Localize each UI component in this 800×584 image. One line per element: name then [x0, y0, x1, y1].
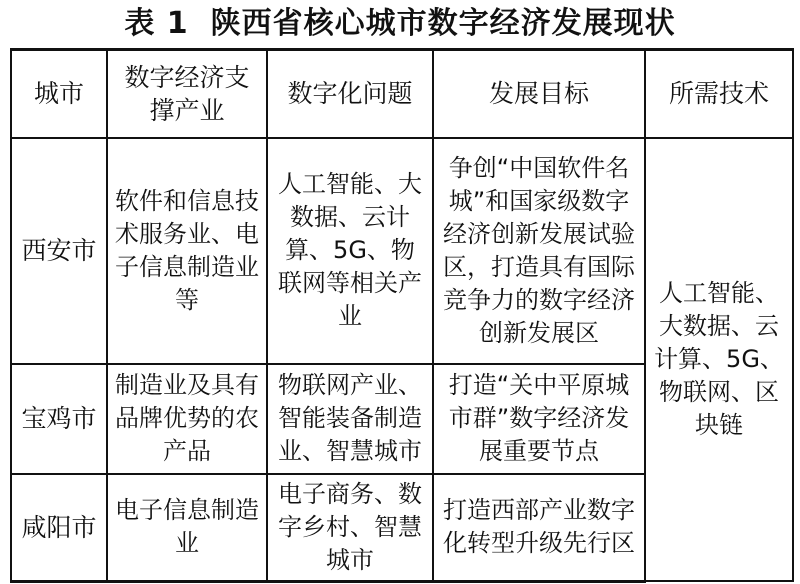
table-number: 表 1 [124, 6, 189, 41]
industry-cell: 制造业及具有品牌优势的农产品 [107, 364, 267, 474]
table-title-text: 陕西省核心城市数字经济发展现状 [210, 6, 676, 41]
goal-cell: 争创“中国软件名城”和国家级数字经济创新发展试验区，打造具有国际竞争力的数字经济创新发展区 [433, 138, 645, 364]
city-cell: 咸阳市 [11, 474, 107, 582]
table-title [0, 0, 800, 48]
table-header-row [11, 50, 793, 138]
header-industry: 数字经济支撑产业 [107, 50, 267, 138]
city-cell: 宝鸡市 [11, 364, 107, 474]
industry-cell: 电子信息制造业 [107, 474, 267, 582]
problem-cell: 物联网产业、智能装备制造业、智慧城市 [267, 364, 433, 474]
header-city: 城市 [11, 50, 107, 138]
goal-cell: 打造“关中平原城市群”数字经济发展重要节点 [433, 364, 645, 474]
header-problem: 数字化问题 [267, 50, 433, 138]
tech-cell: 人工智能、大数据、云计算、5G、物联网、区块链 [645, 138, 793, 582]
goal-cell: 打造西部产业数字化转型升级先行区 [433, 474, 645, 582]
city-cell: 西安市 [11, 138, 107, 364]
problem-cell: 电子商务、数字乡村、智慧城市 [267, 474, 433, 582]
city-digital-economy-table [10, 48, 794, 583]
table-row [11, 138, 793, 364]
problem-cell: 人工智能、大数据、云计算、5G、物联网等相关产业 [267, 138, 433, 364]
industry-cell: 软件和信息技术服务业、电子信息制造业等 [107, 138, 267, 364]
header-tech: 所需技术 [645, 50, 793, 138]
header-goal: 发展目标 [433, 50, 645, 138]
